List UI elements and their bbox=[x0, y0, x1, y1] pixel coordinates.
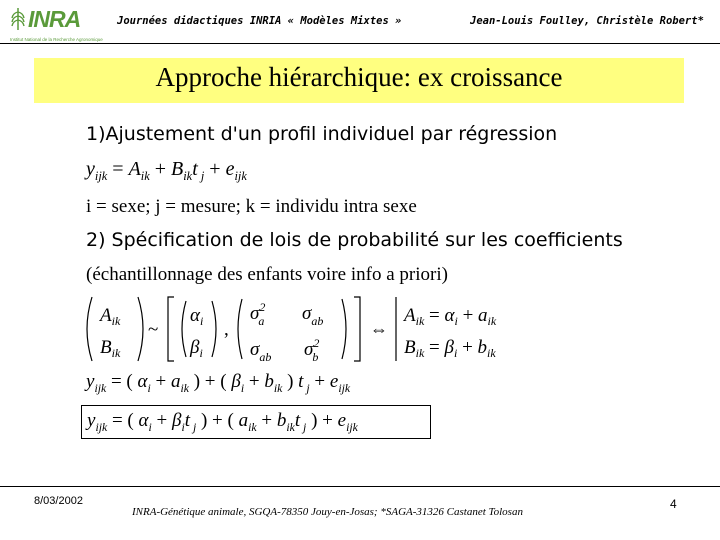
header-rule bbox=[0, 43, 720, 44]
step-2-text: 2) Spécification de lois de probabilité sur les coefficients bbox=[86, 229, 623, 251]
logo-text: INRA bbox=[28, 6, 81, 32]
svg-text:Aik = αi + aik: $A_{ik} = \alpha_i + a_{ik}$ bbox=[404, 305, 497, 328]
model-equation-boxed: $y_{ijk}$ = ( $\alpha_i + \beta_it$ $_j$ ) + ( $a_{ik} + b_{ik}t$ $_j$ ) + $e_{ijk}$ bbox=[87, 410, 358, 434]
step-2-note: (échantillonnage des enfants voire info a priori) bbox=[86, 264, 448, 285]
footer-date: 8/03/2002 bbox=[34, 495, 83, 507]
wheat-icon bbox=[8, 6, 28, 32]
svg-text:σ2b: $\sigma^2$ b bbox=[304, 336, 320, 364]
slide-title: Approche hiérarchique: ex croissance bbox=[155, 62, 563, 92]
svg-text:Aik: $A_{ik}$ bbox=[100, 305, 121, 328]
inra-logo bbox=[8, 6, 103, 46]
logo-subtitle: Institut National de la Recherche Agronomique bbox=[10, 37, 103, 42]
index-definitions: i = sexe; j = mesure; k = individu intra sexe bbox=[86, 196, 417, 217]
svg-text:σab: $\sigma_{ab}$ bbox=[250, 339, 272, 364]
svg-text:,: , bbox=[224, 319, 229, 340]
footer-rule bbox=[0, 486, 720, 487]
svg-text:Bik = βi + bik: $B_{ik} = \beta_i + b_{ik}$ bbox=[404, 337, 496, 360]
regression-equation: $y_{ijk} = A_{ik} + B_{ik}t$ $_j + e_{ijk}$ bbox=[86, 158, 247, 183]
model-equation-expanded: $y_{ijk}$ = ( $\alpha_i + a_{ik}$ ) + ( $\beta_i + b_{ik}$ ) t $_j + e_{ijk}$ bbox=[86, 371, 351, 395]
svg-text:⇔: ⇔ bbox=[370, 319, 388, 339]
svg-text:Bik: $B_{ik}$ bbox=[100, 337, 121, 360]
svg-text:~: ~ bbox=[148, 319, 159, 340]
header-authors: Jean-Louis Foulley, Christèle Robert* bbox=[470, 15, 704, 27]
svg-text:αi: $\alpha_i$ bbox=[190, 305, 204, 328]
svg-text:σab: $\sigma_{ab}$ bbox=[302, 303, 324, 328]
svg-text:σ2a: $\sigma^2$ a bbox=[250, 300, 266, 328]
svg-text:βi: $\beta_i$ bbox=[190, 337, 203, 360]
distribution-specification bbox=[78, 293, 538, 365]
page-number: 4 bbox=[670, 497, 677, 511]
header-event: Journées didactiques INRIA « Modèles Mixtes » bbox=[117, 15, 402, 27]
step-1-text: 1)Ajustement d'un profil individuel par régression bbox=[86, 123, 558, 145]
footer-affiliation: INRA-Génétique animale, SGQA-78350 Jouy-en-Josas; *SAGA-31326 Castanet Tolosan bbox=[132, 506, 523, 518]
